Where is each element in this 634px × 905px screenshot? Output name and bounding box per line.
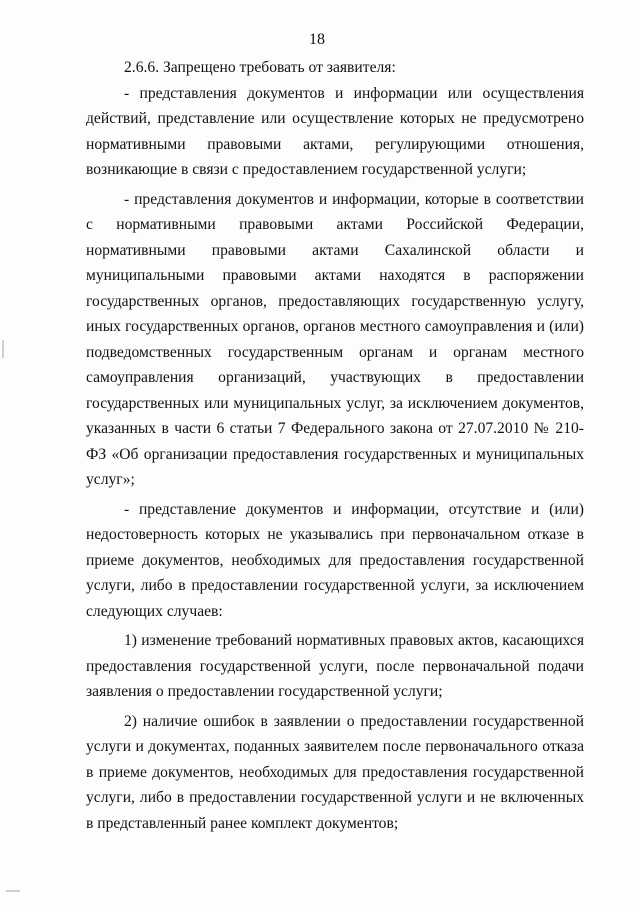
document-body [86,55,584,836]
paragraph-4: 1) изменение требований нормативных правовых актов, касающихся предоставления государственной услуги, после первоначальной подачи заявления о предоставлении государственной услуги; [86,632,584,700]
paragraph-2: - представления документов и информации, которые в соответствии с нормативными правовыми актами Российской Федерации, нормативными правовыми актами Сахалинской области и муниципальными правовыми актами находятся в распоряжении государственных органов, предоставляющих государственную услугу, иных государственных органов, органов местного самоуправления и (или) подведомственных государственным органам и органам местного самоуправления организаций, участвующих в предоставлении государственных или муниципальных услуг, за исключением документов, указанных в части 6 статьи 7 Федерального закона от 27.07.2010 № 210-ФЗ «Об организации предоставления государственных и муниципальных услуг»; [86,190,584,488]
scan-artifact-mark [6,890,20,892]
scan-artifact-mark [2,340,4,358]
paragraph-5: 2) наличие ошибок в заявлении о предоставлении государственной услуги и документах, поданных заявителем после первоначального отказа в приеме документов, необходимых для предоставления государственной услуги, либо в предоставлении государственной услуги и не включенных в представленный ранее комплект документов; [86,712,584,832]
paragraph-1: - представления документов и информации или осуществления действий, представление или осуществление которых не предусмотрено нормативными правовыми актами, регулирующими отношения, возникающие в связи с предоставлением государственной услуги; [86,84,584,178]
page-number: 18 [309,31,325,48]
section-heading: 2.6.6. Запрещено требовать от заявителя: [124,59,396,76]
paragraph-3: - представление документов и информации, отсутствие и (или) недостоверность которых не указывались при первоначальном отказе в приеме документов, необходимых для предоставления государственной услуги, либо в предоставлении государственной услуги, за исключением следующих случаев: [86,500,584,620]
